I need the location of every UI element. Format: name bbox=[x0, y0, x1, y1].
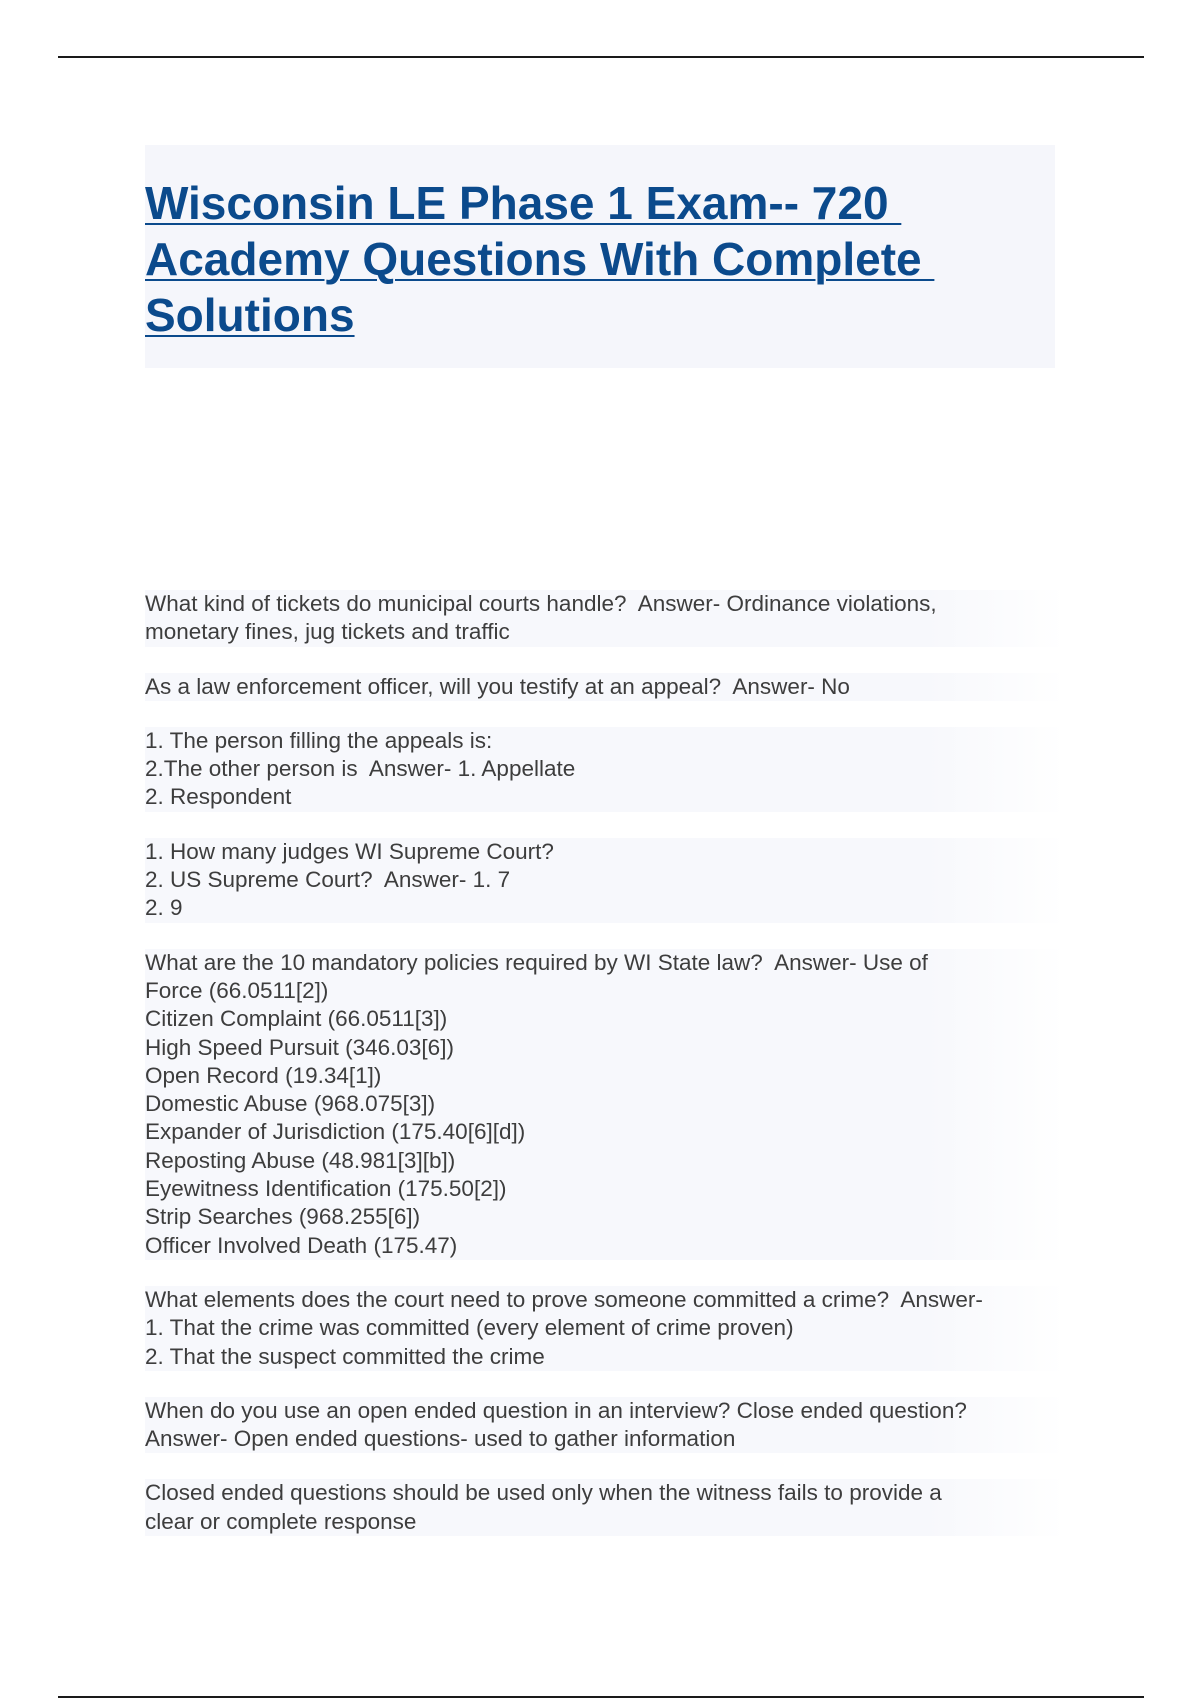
qa-line: 2. That the suspect committed the crime bbox=[145, 1343, 545, 1369]
qa-line: 1. That the crime was committed (every element of crime proven) bbox=[145, 1315, 794, 1341]
bottom-rule bbox=[58, 1696, 1144, 1698]
qa-line: 1. The person filling the appeals is: bbox=[145, 727, 493, 753]
qa-line: 2.The other person is Answer- 1. Appellate bbox=[145, 756, 576, 782]
qa-item-municipal-tickets bbox=[145, 590, 1065, 647]
title-block bbox=[145, 145, 1055, 368]
qa-item-testify-appeal bbox=[145, 673, 1065, 701]
document-title-link[interactable] bbox=[145, 175, 1025, 343]
qa-line: 2. Respondent bbox=[145, 784, 292, 810]
qa-line: Citizen Complaint (66.0511[3]) bbox=[145, 1006, 448, 1032]
qa-line: What are the 10 mandatory policies required by WI State law? Answer- Use of bbox=[145, 949, 928, 975]
qa-line: What kind of tickets do municipal courts handle? Answer- Ordinance violations, bbox=[145, 591, 937, 616]
qa-line: Expander of Jurisdiction (175.40[6][d]) bbox=[145, 1119, 526, 1145]
qa-item-supreme-court-judges bbox=[145, 838, 1065, 923]
qa-item-crime-elements bbox=[145, 1286, 1065, 1371]
qa-line: Eyewitness Identification (175.50[2]) bbox=[145, 1176, 507, 1202]
qa-list bbox=[145, 590, 1065, 1562]
qa-line: Force (66.0511[2]) bbox=[145, 977, 329, 1003]
qa-item-open-ended-questions bbox=[145, 1397, 1065, 1454]
title-line: Solutions bbox=[145, 289, 355, 341]
qa-line: Answer- Open ended questions- used to gather information bbox=[145, 1426, 736, 1452]
qa-line: 2. US Supreme Court? Answer- 1. 7 bbox=[145, 867, 511, 893]
qa-item-appeals-parties bbox=[145, 727, 1065, 812]
top-rule bbox=[58, 56, 1144, 58]
qa-line: Closed ended questions should be used only when the witness fails to provide a bbox=[145, 1480, 942, 1506]
qa-line: Officer Involved Death (175.47) bbox=[145, 1232, 458, 1258]
qa-line: Domestic Abuse (968.075[3]) bbox=[145, 1091, 436, 1117]
qa-line: What elements does the court need to prove someone committed a crime? Answer- bbox=[145, 1286, 983, 1312]
qa-line: Strip Searches (968.255[6]) bbox=[145, 1204, 421, 1230]
qa-line: High Speed Pursuit (346.03[6]) bbox=[145, 1034, 454, 1060]
qa-item-closed-ended-questions bbox=[145, 1479, 1065, 1536]
qa-item-mandatory-policies bbox=[145, 949, 1065, 1260]
qa-line: Open Record (19.34[1]) bbox=[145, 1062, 382, 1088]
title-line: Academy Questions With Complete bbox=[145, 233, 935, 285]
qa-line: monetary fines, jug tickets and traffic bbox=[145, 619, 510, 645]
title-line: Wisconsin LE Phase 1 Exam-- 720 bbox=[145, 177, 902, 229]
qa-line: 2. 9 bbox=[145, 895, 183, 921]
qa-line: clear or complete response bbox=[145, 1508, 417, 1534]
qa-line: 1. How many judges WI Supreme Court? bbox=[145, 838, 554, 864]
qa-line: When do you use an open ended question in an interview? Close ended question? bbox=[145, 1397, 967, 1423]
qa-line: Reposting Abuse (48.981[3][b]) bbox=[145, 1147, 456, 1173]
qa-line: As a law enforcement officer, will you testify at an appeal? Answer- No bbox=[145, 673, 850, 699]
